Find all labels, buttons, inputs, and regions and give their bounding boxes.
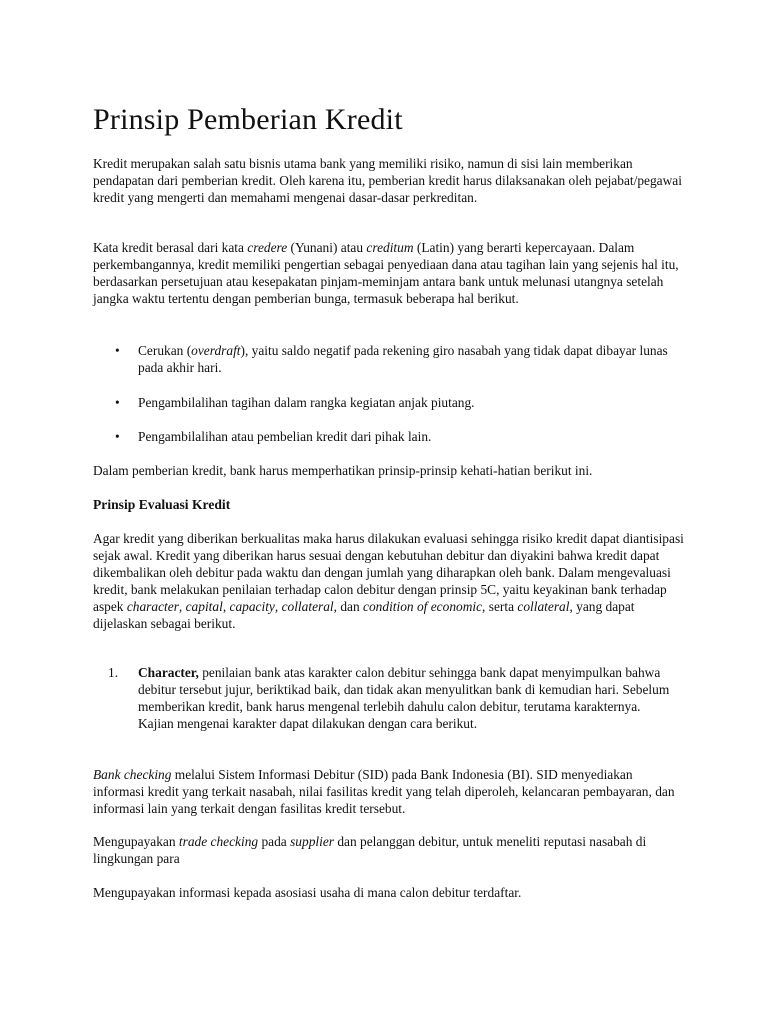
p2-text-e: (Latin) yang berarti kepercayaan. Dalam perkembangannya, kredit memiliki pengertian sebagai penyediaan dana atau tagihan lain yang sejenis hal itu, berdasarkan persetujuan atau kesepakatan pinjam-meminjam antara bank untuk melunasi utangnya setelah jangka waktu tertentu dengan pemberian bunga, termasuk beberapa hal berikut. xyxy=(93,240,679,306)
list-item-text: Pengambilalihan tagihan dalam rangka kegiatan anjak piutang. xyxy=(138,395,475,410)
page-title: Prinsip Pemberian Kredit xyxy=(93,103,403,136)
p2-term-creditum: creditum xyxy=(366,240,414,255)
p4-term-condition: condition of economic xyxy=(363,599,483,614)
b1-text-c: ), yaitu saldo negatif pada rekening giro nasabah yang tidak dapat dibayar lunas pada akhir hari. xyxy=(138,343,668,375)
bullet-marker: • xyxy=(115,429,120,444)
p2-text-c: (Yunani) atau xyxy=(287,240,367,255)
bullet-marker: • xyxy=(115,343,120,358)
p4-term-collateral: collateral xyxy=(281,599,334,614)
p4-sep: , xyxy=(274,599,282,614)
b1-term-overdraft: overdraft xyxy=(191,343,241,358)
p6-text-e: dan pelanggan debitur, untuk meneliti reputasi nasabah di lingkungan para xyxy=(93,834,647,866)
association-paragraph: Mengupayakan informasi kepada asosiasi usaha di mana calon debitur terdaftar. xyxy=(93,885,522,900)
p4-text-k: , serta xyxy=(482,599,518,614)
prudence-paragraph: Dalam pemberian kredit, bank harus memperhatikan prinsip-prinsip kehati-hatian berikut ini. xyxy=(93,463,593,478)
p4-text-m: , yang dapat dijelaskan sebagai berikut. xyxy=(93,599,635,631)
p4-sep: , xyxy=(178,599,186,614)
number-marker: 1. xyxy=(108,665,119,680)
p4-term-capacity: capacity xyxy=(229,599,275,614)
p6-text-c: pada xyxy=(258,834,291,849)
p4-text-i: , dan xyxy=(333,599,364,614)
bullet-marker: • xyxy=(115,395,120,410)
p6-term-supplier: supplier xyxy=(290,834,334,849)
p4-term-character: character xyxy=(126,599,179,614)
p4-text-a: Agar kredit yang diberikan berkualitas maka harus dilakukan evaluasi sehingga risiko kredit dapat diantisipasi sejak awal. Kredit yang diberikan harus sesuai dengan kebutuhan debitur dan diyakini bahwa kredit dapat dikembalikan oleh debitur pada waktu dan dengan jumlah yang diharapkan oleh bank. Dalam mengevaluasi kredit, bank melakukan penilaian terhadap calon debitur dengan prinsip 5C, yaitu keyakinan bank terhadap aspek xyxy=(93,531,684,614)
trade-checking-paragraph xyxy=(93,833,685,867)
p4-term-capital: capital xyxy=(185,599,223,614)
b1-text-a: Cerukan ( xyxy=(138,343,192,358)
p2-term-credere: credere xyxy=(247,240,288,255)
p2-text-a: Kata kredit berasal dari kata xyxy=(93,240,248,255)
p6-term-trade-checking: trade checking xyxy=(178,834,259,849)
p5-term-bank-checking: Bank checking xyxy=(93,767,172,782)
p6-text-a: Mengupayakan xyxy=(93,834,179,849)
p4-sep: , xyxy=(222,599,230,614)
p5-text-b: melalui Sistem Informasi Debitur (SID) pada Bank Indonesia (BI). SID menyediakan informasi kredit yang terkait nasabah, nilai fasilitas kredit yang telah diperoleh, kelancaran pembayaran, dan informasi lain yang terkait dengan fasilitas kredit tersebut. xyxy=(93,767,675,816)
list-item-text xyxy=(138,342,673,376)
list-item-text: Pengambilalihan atau pembelian kredit dari pihak lain. xyxy=(138,429,432,444)
evaluation-paragraph xyxy=(93,530,685,632)
character-term: Character, xyxy=(138,665,199,680)
intro-paragraph: Kredit merupakan salah satu bisnis utama bank yang memiliki risiko, namun di sisi lain memberikan pendapatan dari pemberian kredit. Oleh karena itu, pemberian kredit harus dilaksanakan oleh pejabat/pegawai kredit yang mengerti dan memahami mengenai dasar-dasar perkreditan. xyxy=(93,156,682,205)
bank-checking-paragraph xyxy=(93,766,685,817)
section-heading: Prinsip Evaluasi Kredit xyxy=(93,497,231,512)
ol1-text-b: penilaian bank atas karakter calon debitur sehingga bank dapat menyimpulkan bahwa debitur tersebut jujur, beriktikad baik, dan tidak akan menyulitkan bank di kemudian hari. Sebelum memberikan kredit, bank harus mengenal terlebih dahulu calon debitur, terutama karakternya. Kajian mengenai karakter dapat dilakukan dengan cara berikut. xyxy=(138,665,670,731)
credit-definition-paragraph xyxy=(93,239,685,307)
p4-term-collateral-2: collateral xyxy=(517,599,570,614)
ordered-item-text xyxy=(138,664,673,732)
